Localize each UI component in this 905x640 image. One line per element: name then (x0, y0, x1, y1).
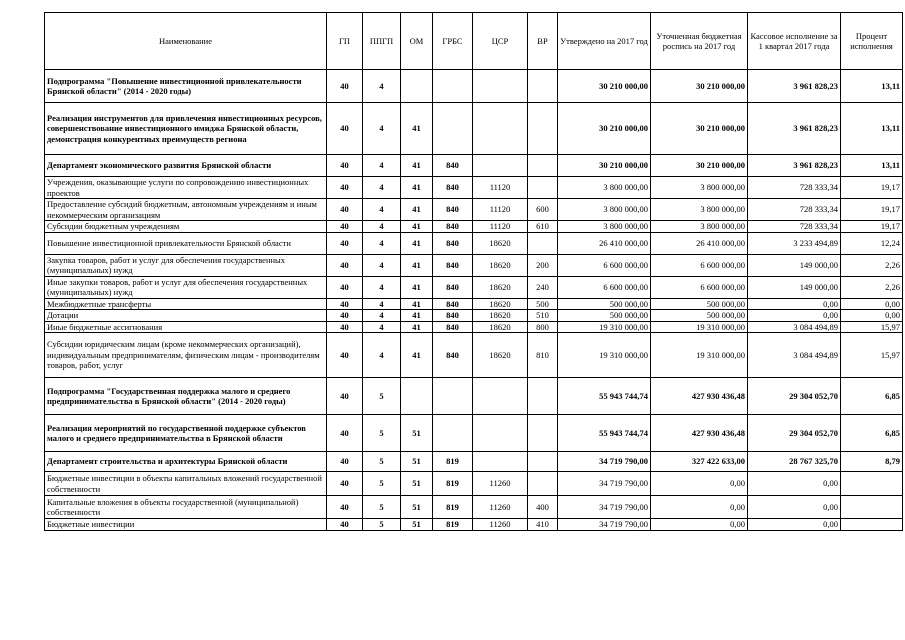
cell-om: 41 (401, 199, 433, 221)
cell-gp: 40 (327, 415, 363, 452)
cell-refined: 427 930 436,48 (651, 415, 748, 452)
cell-name: Иные бюджетные ассигнования (45, 321, 327, 333)
cell-grbs: 840 (433, 254, 473, 276)
cell-approved: 6 600 000,00 (558, 276, 651, 298)
cell-grbs (433, 378, 473, 415)
cell-csr: 11260 (473, 519, 528, 531)
header-refined: Уточненная бюджетная роспись на 2017 год (651, 13, 748, 70)
cell-csr: 18620 (473, 321, 528, 333)
cell-name: Повышение инвестиционной привлекательности Брянской области (45, 232, 327, 254)
cell-gp: 40 (327, 254, 363, 276)
cell-vr: 600 (528, 199, 558, 221)
cell-csr: 11260 (473, 496, 528, 519)
cell-percent: 6,85 (841, 415, 903, 452)
budget-table (44, 12, 903, 531)
cell-vr (528, 155, 558, 177)
cell-csr (473, 155, 528, 177)
cell-cash: 0,00 (748, 496, 841, 519)
cell-gp: 40 (327, 472, 363, 496)
cell-name: Департамент экономического развития Брянской области (45, 155, 327, 177)
cell-ppgp: 5 (363, 415, 401, 452)
table-row (45, 155, 903, 177)
cell-refined: 6 600 000,00 (651, 276, 748, 298)
cell-refined: 30 210 000,00 (651, 103, 748, 155)
cell-cash: 3 961 828,23 (748, 103, 841, 155)
cell-approved: 3 800 000,00 (558, 199, 651, 221)
table-row (45, 415, 903, 452)
cell-refined: 427 930 436,48 (651, 378, 748, 415)
cell-vr: 500 (528, 298, 558, 310)
cell-cash: 0,00 (748, 472, 841, 496)
cell-name: Иные закупки товаров, работ и услуг для обеспечения государственных (муниципальных) нужд (45, 276, 327, 298)
cell-vr: 510 (528, 310, 558, 322)
cell-approved: 19 310 000,00 (558, 321, 651, 333)
cell-gp: 40 (327, 276, 363, 298)
cell-grbs: 840 (433, 155, 473, 177)
cell-gp: 40 (327, 496, 363, 519)
cell-grbs: 840 (433, 177, 473, 199)
cell-ppgp: 4 (363, 103, 401, 155)
header-percent: Процент исполнения (841, 13, 903, 70)
cell-cash: 3 961 828,23 (748, 155, 841, 177)
cell-percent: 12,24 (841, 232, 903, 254)
cell-grbs: 819 (433, 519, 473, 531)
header-grbs: ГРБС (433, 13, 473, 70)
header-vr: ВР (528, 13, 558, 70)
cell-om: 41 (401, 103, 433, 155)
table-row (45, 452, 903, 472)
cell-om (401, 378, 433, 415)
cell-cash: 3 233 494,89 (748, 232, 841, 254)
cell-name: Подпрограмма "Государственная поддержка малого и среднего предпринимательства в Брянской области" (2014 - 2020 годы) (45, 378, 327, 415)
cell-ppgp: 4 (363, 321, 401, 333)
cell-gp: 40 (327, 221, 363, 233)
header-cash: Кассовое исполнение за 1 квартал 2017 года (748, 13, 841, 70)
table-row (45, 496, 903, 519)
cell-name: Реализация мероприятий по государственной поддержке субъектов малого и среднего предпринимательства в Брянской области (45, 415, 327, 452)
cell-cash: 149 000,00 (748, 276, 841, 298)
cell-vr (528, 70, 558, 103)
cell-csr: 18620 (473, 298, 528, 310)
table-row (45, 378, 903, 415)
cell-approved: 3 800 000,00 (558, 221, 651, 233)
cell-approved: 34 719 790,00 (558, 452, 651, 472)
cell-ppgp: 5 (363, 452, 401, 472)
cell-vr: 200 (528, 254, 558, 276)
cell-csr (473, 378, 528, 415)
cell-vr (528, 232, 558, 254)
cell-ppgp: 5 (363, 519, 401, 531)
cell-approved: 55 943 744,74 (558, 378, 651, 415)
cell-percent: 0,00 (841, 298, 903, 310)
table-row (45, 519, 903, 531)
cell-percent: 8,79 (841, 452, 903, 472)
cell-ppgp: 4 (363, 70, 401, 103)
cell-approved: 30 210 000,00 (558, 70, 651, 103)
table-row (45, 333, 903, 378)
cell-approved: 34 719 790,00 (558, 472, 651, 496)
cell-refined: 500 000,00 (651, 310, 748, 322)
cell-approved: 6 600 000,00 (558, 254, 651, 276)
cell-vr (528, 472, 558, 496)
cell-gp: 40 (327, 155, 363, 177)
cell-percent (841, 472, 903, 496)
table-row (45, 254, 903, 276)
cell-name: Бюджетные инвестиции (45, 519, 327, 531)
cell-csr: 11120 (473, 177, 528, 199)
cell-om: 51 (401, 472, 433, 496)
cell-approved: 55 943 744,74 (558, 415, 651, 452)
cell-om: 41 (401, 310, 433, 322)
cell-gp: 40 (327, 452, 363, 472)
cell-vr: 610 (528, 221, 558, 233)
cell-csr (473, 70, 528, 103)
table-row (45, 221, 903, 233)
cell-refined: 0,00 (651, 496, 748, 519)
cell-approved: 30 210 000,00 (558, 155, 651, 177)
cell-csr (473, 415, 528, 452)
cell-cash: 3 084 494,89 (748, 321, 841, 333)
cell-grbs (433, 103, 473, 155)
cell-grbs: 840 (433, 333, 473, 378)
cell-cash: 0,00 (748, 310, 841, 322)
header-csr: ЦСР (473, 13, 528, 70)
table-row (45, 321, 903, 333)
cell-csr: 18620 (473, 232, 528, 254)
cell-gp: 40 (327, 177, 363, 199)
cell-gp: 40 (327, 378, 363, 415)
cell-cash: 149 000,00 (748, 254, 841, 276)
cell-csr: 11120 (473, 199, 528, 221)
cell-csr: 11260 (473, 472, 528, 496)
cell-ppgp: 5 (363, 472, 401, 496)
cell-grbs: 819 (433, 452, 473, 472)
cell-refined: 6 600 000,00 (651, 254, 748, 276)
cell-name: Межбюджетные трансферты (45, 298, 327, 310)
cell-grbs: 840 (433, 276, 473, 298)
cell-approved: 500 000,00 (558, 298, 651, 310)
cell-cash: 3 961 828,23 (748, 70, 841, 103)
cell-gp: 40 (327, 321, 363, 333)
cell-gp: 40 (327, 333, 363, 378)
cell-percent: 15,97 (841, 333, 903, 378)
cell-grbs (433, 70, 473, 103)
header-gp: ГП (327, 13, 363, 70)
cell-grbs: 840 (433, 298, 473, 310)
cell-om: 41 (401, 177, 433, 199)
table-row (45, 276, 903, 298)
cell-grbs: 819 (433, 472, 473, 496)
cell-ppgp: 4 (363, 199, 401, 221)
cell-om: 51 (401, 519, 433, 531)
cell-cash: 728 333,34 (748, 199, 841, 221)
cell-vr: 810 (528, 333, 558, 378)
cell-gp: 40 (327, 199, 363, 221)
cell-grbs: 840 (433, 321, 473, 333)
cell-percent: 19,17 (841, 221, 903, 233)
cell-vr (528, 452, 558, 472)
cell-csr (473, 103, 528, 155)
cell-refined: 3 800 000,00 (651, 177, 748, 199)
cell-name: Субсидии бюджетным учреждениям (45, 221, 327, 233)
cell-cash: 29 304 052,70 (748, 378, 841, 415)
cell-name: Департамент строительства и архитектуры Брянской области (45, 452, 327, 472)
cell-name: Реализация инструментов для привлечения инвестиционных ресурсов, совершенствование инвестиционного имиджа Брянской области, демонстрация конкурентных преимуществ региона (45, 103, 327, 155)
cell-refined: 0,00 (651, 519, 748, 531)
cell-grbs: 840 (433, 221, 473, 233)
header-row (45, 13, 903, 70)
cell-name: Капитальные вложения в объекты государственной (муниципальной) собственности (45, 496, 327, 519)
cell-csr: 18620 (473, 310, 528, 322)
table-row (45, 232, 903, 254)
cell-vr (528, 415, 558, 452)
cell-ppgp: 4 (363, 333, 401, 378)
cell-approved: 26 410 000,00 (558, 232, 651, 254)
cell-ppgp: 4 (363, 276, 401, 298)
header-name: Наименование (45, 13, 327, 70)
cell-percent: 2,26 (841, 254, 903, 276)
cell-om: 51 (401, 452, 433, 472)
budget-sheet (44, 12, 902, 531)
cell-vr (528, 378, 558, 415)
cell-om: 41 (401, 155, 433, 177)
cell-refined: 30 210 000,00 (651, 70, 748, 103)
cell-refined: 30 210 000,00 (651, 155, 748, 177)
cell-gp: 40 (327, 232, 363, 254)
cell-name: Субсидии юридическим лицам (кроме некоммерческих организаций), индивидуальным предпринимателям, физическим лицам - производителям товаров, работ, услуг (45, 333, 327, 378)
cell-name: Учреждения, оказывающие услуги по сопровождению инвестиционных проектов (45, 177, 327, 199)
cell-om (401, 70, 433, 103)
cell-refined: 3 800 000,00 (651, 221, 748, 233)
cell-ppgp: 5 (363, 496, 401, 519)
cell-vr: 400 (528, 496, 558, 519)
cell-refined: 327 422 633,00 (651, 452, 748, 472)
cell-cash: 0,00 (748, 519, 841, 531)
cell-percent: 2,26 (841, 276, 903, 298)
table-row (45, 70, 903, 103)
cell-om: 41 (401, 276, 433, 298)
cell-name: Дотации (45, 310, 327, 322)
cell-csr: 18620 (473, 333, 528, 378)
cell-cash: 0,00 (748, 298, 841, 310)
cell-cash: 29 304 052,70 (748, 415, 841, 452)
cell-ppgp: 4 (363, 310, 401, 322)
cell-grbs (433, 415, 473, 452)
cell-om: 51 (401, 415, 433, 452)
cell-om: 41 (401, 321, 433, 333)
cell-csr: 11120 (473, 221, 528, 233)
cell-approved: 34 719 790,00 (558, 519, 651, 531)
cell-percent: 13,11 (841, 70, 903, 103)
cell-percent (841, 519, 903, 531)
cell-approved: 34 719 790,00 (558, 496, 651, 519)
header-ppgp: ППГП (363, 13, 401, 70)
cell-om: 41 (401, 232, 433, 254)
cell-refined: 500 000,00 (651, 298, 748, 310)
cell-ppgp: 4 (363, 155, 401, 177)
cell-grbs: 819 (433, 496, 473, 519)
cell-grbs: 840 (433, 199, 473, 221)
cell-refined: 0,00 (651, 472, 748, 496)
cell-gp: 40 (327, 70, 363, 103)
cell-gp: 40 (327, 298, 363, 310)
cell-name: Предоставление субсидий бюджетным, автономным учреждениям и иным некоммерческим организациям (45, 199, 327, 221)
table-row (45, 199, 903, 221)
table-row (45, 472, 903, 496)
cell-ppgp: 4 (363, 298, 401, 310)
cell-approved: 30 210 000,00 (558, 103, 651, 155)
cell-om: 41 (401, 254, 433, 276)
cell-cash: 3 084 494,89 (748, 333, 841, 378)
cell-om: 41 (401, 333, 433, 378)
cell-percent (841, 496, 903, 519)
cell-name: Закупка товаров, работ и услуг для обеспечения государственных (муниципальных) нужд (45, 254, 327, 276)
cell-om: 41 (401, 298, 433, 310)
cell-csr: 18620 (473, 254, 528, 276)
cell-percent: 15,97 (841, 321, 903, 333)
cell-vr: 410 (528, 519, 558, 531)
cell-ppgp: 4 (363, 254, 401, 276)
cell-cash: 728 333,34 (748, 221, 841, 233)
cell-gp: 40 (327, 103, 363, 155)
cell-csr (473, 452, 528, 472)
cell-vr (528, 177, 558, 199)
cell-refined: 19 310 000,00 (651, 333, 748, 378)
cell-vr: 240 (528, 276, 558, 298)
cell-ppgp: 4 (363, 232, 401, 254)
cell-name: Бюджетные инвестиции в объекты капитальных вложений государственной собственности (45, 472, 327, 496)
header-approved: Утверждено на 2017 год (558, 13, 651, 70)
cell-refined: 19 310 000,00 (651, 321, 748, 333)
cell-percent: 0,00 (841, 310, 903, 322)
cell-percent: 6,85 (841, 378, 903, 415)
cell-grbs: 840 (433, 310, 473, 322)
cell-vr (528, 103, 558, 155)
cell-refined: 3 800 000,00 (651, 199, 748, 221)
table-row (45, 103, 903, 155)
cell-csr: 18620 (473, 276, 528, 298)
cell-approved: 19 310 000,00 (558, 333, 651, 378)
cell-name: Подпрограмма "Повышение инвестиционной привлекательности Брянской области" (2014 - 2020 годы) (45, 70, 327, 103)
cell-percent: 13,11 (841, 103, 903, 155)
cell-percent: 13,11 (841, 155, 903, 177)
cell-gp: 40 (327, 310, 363, 322)
header-om: ОМ (401, 13, 433, 70)
cell-percent: 19,17 (841, 177, 903, 199)
cell-om: 41 (401, 221, 433, 233)
cell-gp: 40 (327, 519, 363, 531)
table-row (45, 177, 903, 199)
cell-approved: 3 800 000,00 (558, 177, 651, 199)
cell-cash: 28 767 325,70 (748, 452, 841, 472)
cell-ppgp: 4 (363, 221, 401, 233)
cell-ppgp: 4 (363, 177, 401, 199)
cell-ppgp: 5 (363, 378, 401, 415)
cell-om: 51 (401, 496, 433, 519)
cell-cash: 728 333,34 (748, 177, 841, 199)
cell-percent: 19,17 (841, 199, 903, 221)
cell-grbs: 840 (433, 232, 473, 254)
cell-approved: 500 000,00 (558, 310, 651, 322)
cell-vr: 800 (528, 321, 558, 333)
cell-refined: 26 410 000,00 (651, 232, 748, 254)
table-row (45, 298, 903, 310)
table-row (45, 310, 903, 322)
